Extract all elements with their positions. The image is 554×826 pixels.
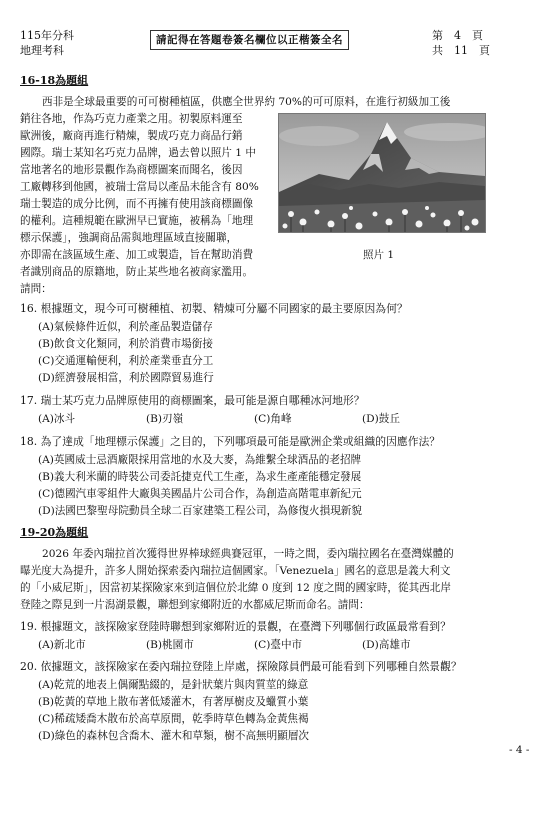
question-18-option-c: (C)德國汽車零組件大廠與美國晶片公司合作，為創造高階電車新紀元 bbox=[38, 488, 362, 500]
question-16-stem: 16. 根據題文，現今可可樹種植、初製、精煉可分屬不同國家的最主要原因為何？ bbox=[20, 302, 408, 315]
passage1-line: 歐洲後，廠商再進行精煉，製成巧克力商品行銷 bbox=[20, 130, 243, 142]
group-title-19-20: 19-20為題組 bbox=[20, 526, 89, 539]
question-17-stem: 17. 瑞士某巧克力品牌原使用的商標圖案，最可能是源自哪種冰河地形？ bbox=[20, 394, 365, 407]
question-16-option-c: (C)交通運輸便利，利於產業垂直分工 bbox=[38, 355, 214, 367]
page-label: 第 4 頁 bbox=[432, 29, 483, 42]
question-18-option-b: (B)義大利米蘭的時裝公司委託捷克代工生產，為求生產產能穩定發展 bbox=[38, 471, 362, 483]
question-18-option-d: (D)法國巴黎聖母院動員全球二百家建築工程公司，為修復火損現新貌 bbox=[38, 505, 362, 517]
total-pages-label: 共 11 頁 bbox=[432, 44, 490, 57]
question-20-option-a: (A)乾荒的地表上偶爾點綴的，是針狀葉片與肉質莖的綠意 bbox=[38, 679, 309, 691]
passage1-line: 銷往各地，作為巧克力產業之用。初製原料運至 bbox=[20, 113, 243, 125]
question-16-option-a: (A)氣候條件近似，利於產品製造儲存 bbox=[38, 321, 213, 333]
question-17-option-d: (D)鼓丘 bbox=[362, 413, 400, 425]
passage1-line: 工廠轉移到他國，被瑞士當局以產品未能含有 80% bbox=[20, 181, 259, 193]
question-19-option-a: (A)新北市 bbox=[38, 639, 86, 651]
passage1-line: 者識別商品的原籍地，防止某些地名被商家濫用。 bbox=[20, 266, 254, 278]
question-17-option-a: (A)冰斗 bbox=[38, 413, 76, 425]
header-year-subject: 115年分科 bbox=[20, 29, 74, 42]
question-18-stem: 18. 為了達成「地理標示保護」之目的，下列哪項最可能是歐洲企業或組織的因應作法？ bbox=[20, 435, 441, 448]
passage1-line: 標示保護」，強調商品需與地理區域直接關聯， bbox=[20, 232, 238, 244]
passage1-line: 國際。瑞士某知名巧克力品牌，過去曾以照片 1 中 bbox=[20, 147, 256, 159]
question-19-option-c: (C)臺中市 bbox=[254, 639, 303, 651]
question-20-option-b: (B)乾黃的草地上散布著低矮灌木，有著厚樹皮及蠟質小葉 bbox=[38, 696, 309, 708]
passage2-line: 曝光度大為提升，許多人開始探索委內瑞拉這個國家。「Venezuela」國名的意思是義大利文 bbox=[20, 565, 451, 577]
question-18-option-a: (A)英國威士忌酒廠限採用當地的水及大麥，為維繫全球酒品的老招牌 bbox=[38, 454, 362, 466]
passage1-line: 請問： bbox=[20, 283, 52, 295]
question-19-stem: 19. 根據題文，該探險家登陸時聯想到家鄉附近的景觀，在臺灣下列哪個行政區最常看到？ bbox=[20, 620, 451, 633]
mountain-photo-image bbox=[279, 114, 485, 232]
passage1-line: 當地著名的地形景觀作為商標圖案而聞名，後因 bbox=[20, 164, 243, 176]
photo-1 bbox=[278, 113, 486, 233]
question-17-option-c: (C)角峰 bbox=[254, 413, 292, 425]
question-19-option-b: (B)桃園市 bbox=[146, 639, 194, 651]
header-left bbox=[20, 28, 74, 58]
question-20-stem: 20. 依據題文，該探險家在委內瑞拉登陸上岸處，探險隊員們最可能看到下列哪種自然景觀？ bbox=[20, 660, 462, 673]
question-20-option-c: (C)稀疏矮喬木散布於高草原間，乾季時草色轉為金黃焦褐 bbox=[38, 713, 309, 725]
header-right bbox=[432, 28, 490, 58]
passage1-line: 的權利。這種規範在歐洲早已實施，被稱為「地理 bbox=[20, 215, 254, 227]
question-20-option-d: (D)綠色的森林包含喬木、灌木和草類，樹不高無明顯層次 bbox=[38, 730, 310, 742]
header-exam: 地理考科 bbox=[20, 44, 64, 57]
question-16-option-b: (B)飲食文化類同，利於消費市場銜接 bbox=[38, 338, 213, 350]
question-19-option-d: (D)高雄市 bbox=[362, 639, 411, 651]
photo-caption: 照片 1 bbox=[363, 249, 395, 261]
passage1-line: 亦即需在該區域生產、加工或製造，旨在幫助消費 bbox=[20, 249, 254, 261]
passage1-line: 西非是全球最重要的可可樹種植區，供應全世界約 70%的可可原料，在進行初級加工後 bbox=[42, 96, 451, 108]
signature-notice: 請記得在答題卷簽名欄位以正楷簽全名 bbox=[150, 30, 349, 50]
page-number: - 4 - bbox=[509, 744, 530, 756]
passage2-line: 2026 年委內瑞拉首次獲得世界棒球經典賽冠軍，一時之間，委內瑞拉國名在臺灣媒體的 bbox=[42, 548, 454, 560]
passage1-line: 瑞士製造的成分比例，而不再擁有使用該商標圖像 bbox=[20, 198, 254, 210]
question-16-option-d: (D)經濟發展相當，利於國際貿易進行 bbox=[38, 372, 214, 384]
passage2-line: 登陸之際見到一片潟湖景觀，聯想到家鄉附近的水都威尼斯而命名。請問： bbox=[20, 599, 370, 611]
question-17-option-b: (B)刃嶺 bbox=[146, 413, 184, 425]
passage2-line: 的「小威尼斯」，因當初某探險家來到這個位於北緯 0 度到 12 度之間的國家時，從其西北岸 bbox=[20, 582, 451, 594]
group-title-16-18: 16-18為題組 bbox=[20, 74, 89, 87]
